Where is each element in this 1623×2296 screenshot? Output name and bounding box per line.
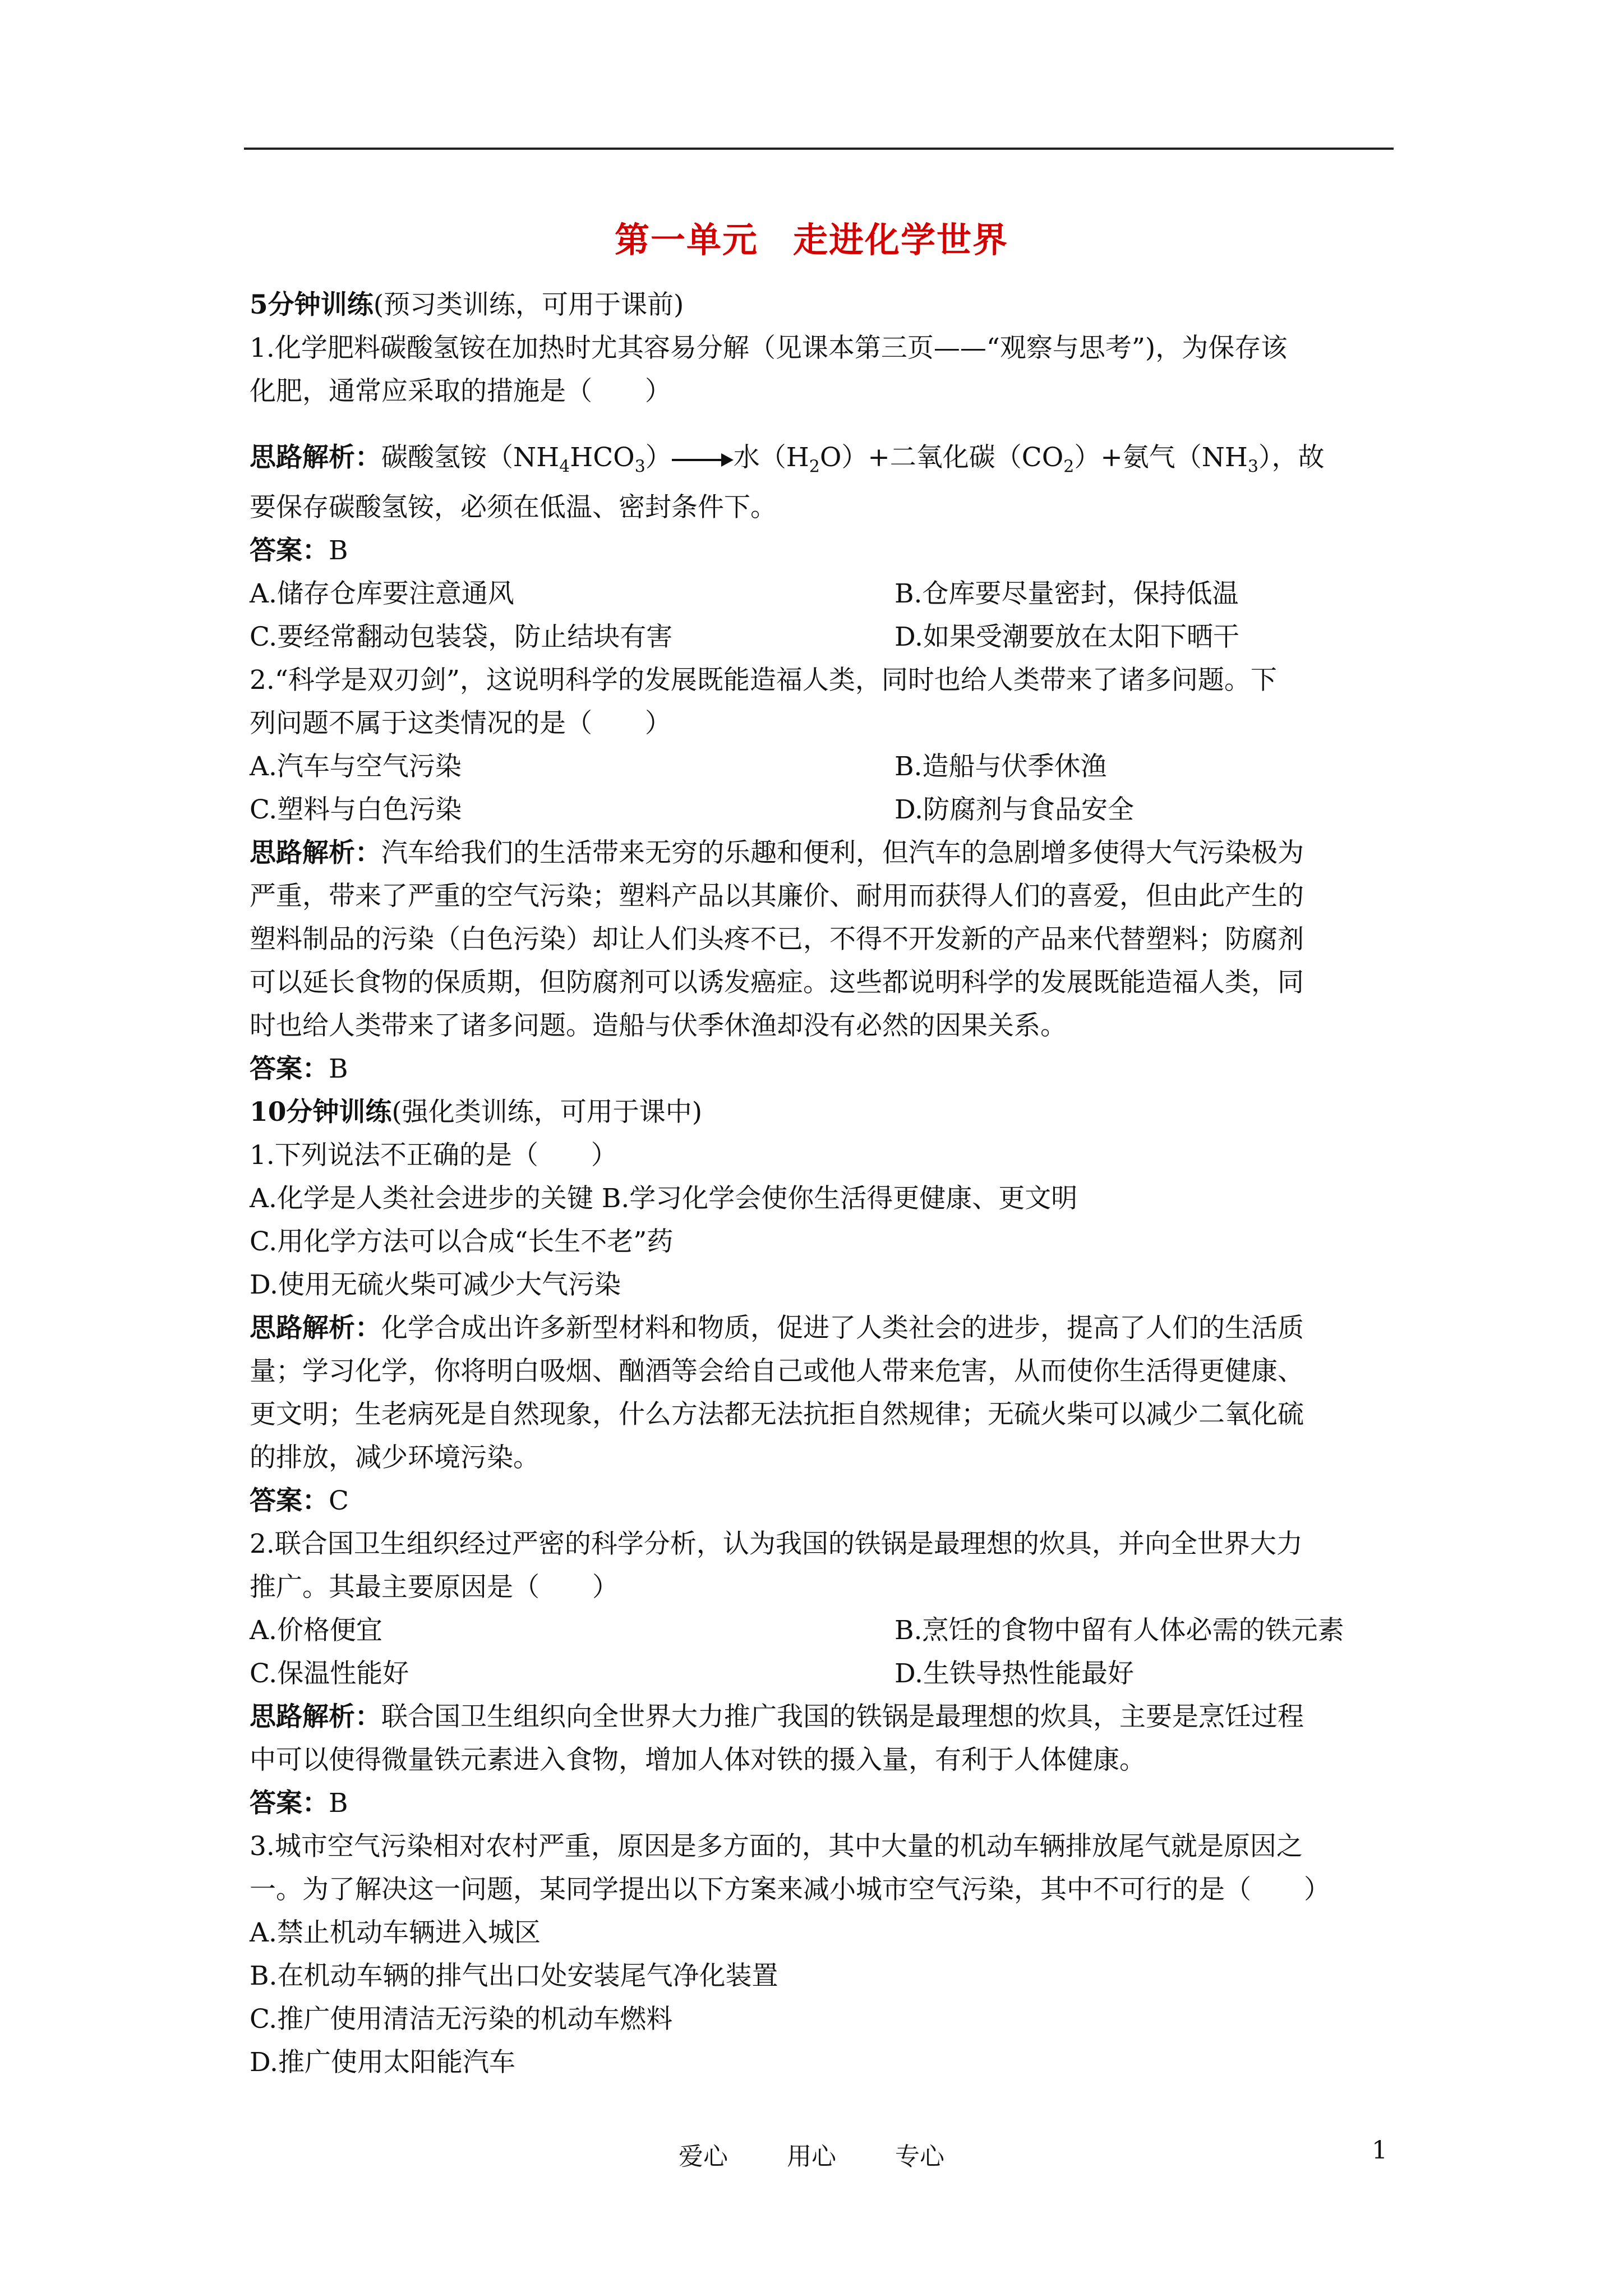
answer: 答案：B xyxy=(250,1788,348,1819)
option-b: B.造船与伏季休渔 xyxy=(895,751,1107,782)
analysis-text: 思路解析：汽车给我们的生活带来无穷的乐趣和便利，但汽车的急剧增多使得大气污染极为 xyxy=(250,838,1304,868)
option-c: C.用化学方法可以合成“长生不老”药 xyxy=(250,1226,674,1257)
option-ab: A.化学是人类社会进步的关键 B.学习化学会使你生活得更健康、更文明 xyxy=(250,1183,1078,1214)
answer: 答案：B xyxy=(250,535,348,566)
option-d: D.使用无硫火柴可减少大气污染 xyxy=(250,1269,621,1300)
option-b: B.烹饪的食物中留有人体必需的铁元素 xyxy=(895,1615,1344,1646)
title-part2: 走进化学世界 xyxy=(793,219,1009,260)
analysis-text: 塑料制品的污染（白色污染）却让人们头疼不已，不得不开发新的产品来代替塑料；防腐剂 xyxy=(250,924,1304,955)
option-d: D.防腐剂与食品安全 xyxy=(895,794,1134,825)
options-row xyxy=(250,572,1394,615)
analysis-text: 更文明；生老病死是自然现象，什么方法都无法抗拒自然规律；无硫火柴可以减少二氧化硫 xyxy=(250,1399,1304,1430)
option-d: D.生铁导热性能最好 xyxy=(895,1658,1134,1689)
option-a: A.禁止机动车辆进入城区 xyxy=(250,1917,541,1948)
options-row xyxy=(250,615,1394,659)
document-body xyxy=(250,283,1394,2084)
options-row xyxy=(250,1652,1394,1695)
analysis-text: 中可以使得微量铁元素进入食物，增加人体对铁的摄入量，有利于人体健康。 xyxy=(250,1745,1146,1775)
page-number: 1 xyxy=(1372,2136,1387,2165)
analysis-text: 思路解析：联合国卫生组织向全世界大力推广我国的铁锅是最理想的炊具，主要是烹饪过程 xyxy=(250,1701,1304,1732)
question-text: 1.下列说法不正确的是（ ） xyxy=(250,1140,617,1171)
option-c: C.要经常翻动包装袋，防止结块有害 xyxy=(250,622,673,652)
option-c: C.保温性能好 xyxy=(250,1658,409,1689)
options-row xyxy=(250,788,1394,831)
analysis-text: 可以延长食物的保质期，但防腐剂可以诱发癌症。这些都说明科学的发展既能造福人类，同 xyxy=(250,967,1304,998)
question-text: 推广。其最主要原因是（ ） xyxy=(250,1572,619,1603)
title-part1: 第一单元 xyxy=(614,219,758,260)
answer: 答案：C xyxy=(250,1485,349,1516)
option-a: A.价格便宜 xyxy=(250,1615,382,1646)
reaction-arrow-icon xyxy=(672,457,734,462)
option-d: D.推广使用太阳能汽车 xyxy=(250,2047,515,2078)
question-text: 2.“科学是双刃剑”，这说明科学的发展既能造福人类，同时也给人类带来了诸多问题。下 xyxy=(250,665,1277,696)
option-a: A.汽车与空气污染 xyxy=(250,751,462,782)
option-a: A.储存仓库要注意通风 xyxy=(250,578,514,609)
option-c: C.塑料与白色污染 xyxy=(250,794,462,825)
question-text: 化肥，通常应采取的措施是（ ） xyxy=(250,376,671,407)
option-b: B.在机动车辆的排气出口处安装尾气净化装置 xyxy=(250,1961,778,1991)
analysis-equation: 思路解析：碳酸氢铵$(NH_4HCO_3)$ 水$(H_2O)+$二氧化碳$(CO_2)+$氨气$(NH_3)$，故 xyxy=(250,442,1325,477)
answer: 答案：B xyxy=(250,1053,348,1084)
question-text: 一。为了解决这一问题，某同学提出以下方案来减小城市空气污染，其中不可行的是（ ） xyxy=(250,1874,1330,1905)
question-text: 1.化学肥料碳酸氢铵在加热时尤其容易分解（见课本第三页——“观察与思考”)，为保存该 xyxy=(250,333,1288,364)
question-text: 2.联合国卫生组织经过严密的科学分析，认为我国的铁锅是最理想的炊具，并向全世界大力 xyxy=(250,1529,1303,1559)
option-b: B.仓库要尽量密封，保持低温 xyxy=(895,578,1239,609)
option-c: C.推广使用清洁无污染的机动车燃料 xyxy=(250,2004,673,2035)
page-title xyxy=(0,212,1623,262)
analysis-text: 要保存碳酸氢铵，必须在低温、密封条件下。 xyxy=(250,492,777,523)
option-d: D.如果受潮要放在太阳下晒干 xyxy=(895,622,1239,652)
analysis-text: 严重，带来了严重的空气污染；塑料产品以其廉价、耐用而获得人们的喜爱，但由此产生的 xyxy=(250,881,1304,912)
options-row xyxy=(250,1609,1394,1652)
analysis-text: 时也给人类带来了诸多问题。造船与伏季休渔却没有必然的因果关系。 xyxy=(250,1010,1067,1041)
analysis-text: 的排放，减少环境污染。 xyxy=(250,1442,540,1473)
section-heading: 5分钟训练(预习类训练，可用于课前) xyxy=(250,289,684,320)
analysis-text: 量；学习化学，你将明白吸烟、酗酒等会给自己或他人带来危害，从而使你生活得更健康、 xyxy=(250,1356,1304,1387)
section-heading: 10分钟训练(强化类训练，可用于课中) xyxy=(250,1097,703,1128)
question-text: 3.城市空气污染相对农村严重，原因是多方面的，其中大量的机动车辆排放尾气就是原因之 xyxy=(250,1831,1303,1862)
footer-motto: 爱心 用心 专心 xyxy=(679,2142,944,2171)
analysis-text: 思路解析：化学合成出许多新型材料和物质，促进了人类社会的进步，提高了人们的生活质 xyxy=(250,1313,1304,1343)
header-rule xyxy=(244,148,1394,150)
question-text: 列问题不属于这类情况的是（ ） xyxy=(250,708,671,739)
options-row xyxy=(250,745,1394,788)
